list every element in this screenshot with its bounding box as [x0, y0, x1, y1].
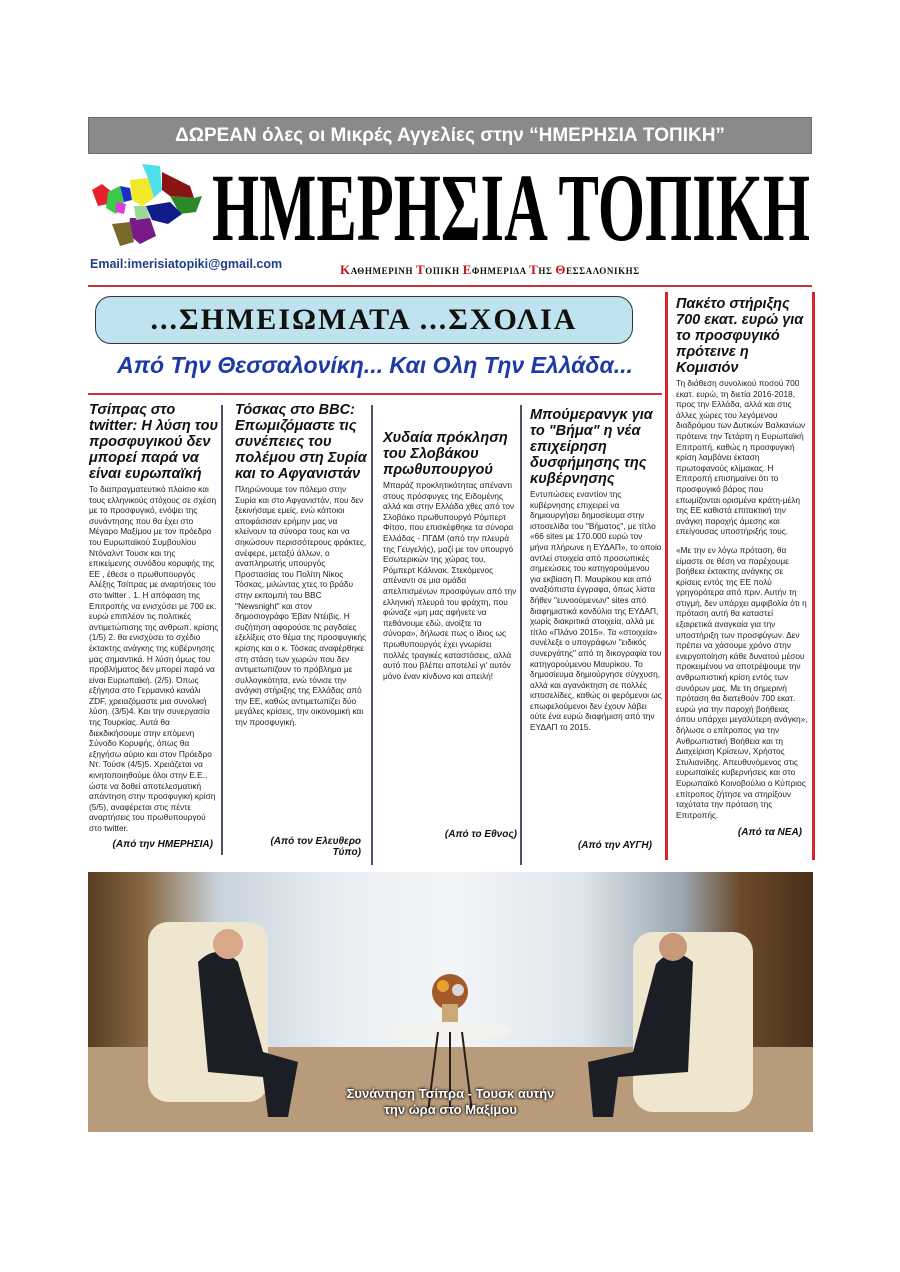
subtitle-divider	[88, 393, 662, 395]
article-title: Πακέτο στήριξης 700 εκατ. ευρώ για το προσφυγικό πρότεινε η Κομισιόν	[676, 296, 804, 376]
right-border-red	[812, 292, 815, 860]
tagline-initial: Τ	[415, 262, 426, 277]
section-subtitle: Από Την Θεσσαλονίκη... Και Ολη Την Ελλάδα...	[117, 352, 633, 378]
tagline-word: ΗΣ	[538, 266, 556, 276]
article-title: Μπούμερανγκ για το "Βήμα" η νέα επιχείρηση δυσφήμησης της κυβέρνησης	[530, 407, 653, 487]
column-divider	[371, 405, 373, 865]
caption-line: την ώρα στο Μαξίμου	[384, 1102, 517, 1117]
article-body: Το διαπραγματευτικό πλαίσιο και τους ελληνικούς στόχους σε σχέση με το προσφυγικό, ενόψει της συνάντησης που θα έχει στο Μέγαρο Μαξίμου με τον πρόεδρο του Ευρωπαϊκού Συμβουλίου Ντόναλντ Τουσκ και της επικείμενης συνόδου κορυφής της ΕΕ , έθεσε ο πρωθυπουργός Αλέξης Τσίπρας με αναρτήσεις του στο twitter . 1. Η απόφαση της Επιτροπής να ενισχύσει με 700 εκ. ευρώ επιπλέον τις πολιτικές αντιμετώπισης της ανθρωπ. κρίσης (1/5) 2. θα ενισχύσει το σχέδιο έκτακτης ανάγκης της κυβέρνησης μας σημαντικά. Η λύση όμως του προβλήματος δεν μπορεί παρά να είναι Ευρωπαϊκή. (2/5). Όπως εξήγησα στο Γερμανικό κανάλι ZDF, χρειαζόμαστε μια συνολική λύση. (3/5)4. Και την συνεργασία της Τουρκίας. Αυτά θα διεκδικήσουμε στην επόμενη Σύνοδο Κορυφής, όπως θα εξηγήσω αύριο και στον Πρόεδρο Ντ. Τούσκ (4/5)5. Χρειάζεται να κινητοποιηθούμε όλοι στην Ε.Ε., ώστε να δοθεί αποτελεσματική απάντηση στην προσφυγική κρίση (5/5), αναφέρεται στις πέντε αναρτήσεις του πρωθυπουργού στο twitter.	[89, 484, 219, 833]
article-title: Τσίπρας στο twitter: Η λύση του προσφυγικού δεν μπορεί παρά να είναι ευρωπαϊκή	[89, 402, 219, 482]
column-divider-red	[665, 292, 668, 860]
header-divider	[88, 285, 812, 287]
masthead-title: ΗΜΕΡΗΣΙΑ ΤΟΠΙΚΗ	[212, 154, 810, 252]
column-divider	[221, 405, 223, 855]
article-body: Εντυπώσεις εναντίον της κυβέρνησης επιχειρεί να δημιουργήσει δημοσίευμα στην ιστοσελίδα του "Βήματος", με τίτλο «66 sites με 170.000 ευρώ τον μήνα πλήρωνε η ΕΥΔΑΠ», το οποίο αντλεί στοιχεία από προσωπικές σημειώσεις του κατηγορούμενου για εκβίαση Π. Μαυρίκου και από αναξιόπιστα έγγραφα, όπως λίστα δήθεν "ευνοούμενων" sites από διαφημιστικά κονδύλια της ΕΥΔΑΠ, χωρίς διακριτικά στοιχεία, αλλά με τίτλο «Πλάνο 2015». Τα «στοιχεία» συνέλεξε ο υπογράφων "ειδικός συνεργάτης" από τη δικογραφία του κατηγορούμενου Μαυρίκου. Το δημοσίευμα δημιούργησε σύγχυση, αλλά και αγανάκτηση σε πολλές ιστοσελίδες, καθώς οι φερόμενοι ως επωφελούμενοι δεν έχουν λάβει ούτε ένα ευρώ διαφήμιση από την ΕΥΔΑΠ το 2015.	[530, 489, 662, 733]
article-body-continued: «Με την εν λόγω πρόταση, θα είμαστε σε θέση να παρέχουμε βοήθεια έκτακτης ανάγκης σε κρίσεις εντός της ΕΕ πολύ γρηγορότερα από πριν. Αυτήν τη στιγμή, δεν υπάρχει αμφιβολία ότι η πρόταση αυτή θα καταστεί εξαιρετικά αναγκαία για την υποστήριξη των προσφύγων. Δεν πρέπει να χάσουμε χρόνο στην ενεργοποίηση κάθε δυνατού μέσου προκειμένου να αποτρέψουμε την ανθρωπιστική κρίση εντός των συνόρων μας. Με τη σημερινή πρόταση θα διατεθούν 700 εκατ. ευρώ για την παροχή βοήθειας όπου υπάρχει μεγαλύτερη ανάγκη», δήλωσε ο επίτροπος για την Ανθρωπιστική Βοήθεια και τη Διαχείριση Κρίσεων, Χρήστος Στυλιανίδης. Απευθυνόμενος στις ευρωπαϊκές κυβερνήσεις και στο Ευρωπαϊκό Κοινοβούλιο ο Κύπριος επίτροπος ζήτησε να στηρίξουν ταχύτατα την πρόταση της Επιτροπής.	[676, 544, 808, 820]
article-4	[530, 407, 662, 863]
contact-email[interactable]: Email:imerisiatopiki@gmail.com	[90, 257, 283, 271]
article-1	[89, 402, 219, 858]
article-source: (Από την ΑΥΓΗ)	[577, 840, 652, 851]
tagline	[340, 262, 640, 278]
tagline-word: ΕΣΣΑΛΟΝΙΚΗΣ	[566, 266, 640, 276]
tagline-word: ΟΠΙΚΗ	[425, 266, 463, 276]
article-title: Χυδαία πρόκληση του Σλοβάκου πρωθυπουργού	[383, 430, 508, 478]
news-photo-tsipras-tusk	[88, 872, 813, 1132]
column-divider	[520, 405, 522, 865]
tagline-initial: Θ	[555, 262, 567, 277]
tagline-initial: Τ	[529, 262, 539, 277]
article-2	[235, 402, 367, 858]
tagline-word: ΦΗΜΕΡΙΔΑ	[471, 266, 530, 276]
tagline-initial: Κ	[340, 262, 351, 277]
article-title: Τόσκας στο BBC: Επωμιζόμαστε τις συνέπειες του πολέμου στη Συρία και το Αφγανιστάν	[235, 402, 367, 482]
article-source: (Από τα ΝΕΑ)	[737, 827, 802, 838]
article-source: (Από το Εθνος)	[444, 829, 517, 840]
article-body: Τη διάθεση συνολικού ποσού 700 εκατ. ευρώ, τη διετία 2016-2018, προς την Ελλάδα, αλλά και στις άλλες χώρες του λεγόμενου διαδρόμου των Δυτικών Βαλκανίων πρότεινε την Τετάρτη η Ευρωπαϊκή Επιτροπή, καθώς η προσφυγική κρίση λαμβάνει έκταση πρωτοφανούς κλίμακας. Η Επιτροπή επισημαίνει ότι το προσφυγικό βάρος που επωμίζονται ορισμένα κράτη-μέλη της ΕΕ καθιστά επιτακτική την ανάγκη παροχής άμεσης και επείγουσας υποστήριξής τους.	[676, 378, 806, 537]
article-body: Πληρώνουμε τον πόλεμο στην Συρία και στο Αφγανιστάν, που δεν ξεκινήσαμε εμείς, ενώ κάποιοι αποφάσισαν ερήμην μας να κλείνουν τα σύνορα τους και να σηκώσουν περισσότερους φράκτες, ανέφερε, μεταξύ άλλων, ο αναπληρωτής υπουργός Προστασίας του Πολίτη Νίκος Τόσκας, μιλώντας χτες το βράδυ στην εκπομπή του BBC "Newsnight" και στον δημοσιογράφο Έβαν Ντέιβις. Η συζήτηση αφορούσε τις ραγδαίες εξελίξεις στο θέμα της προσφυγικής κρίσης και ο κ. Τόσκας αναφέρθηκε στη στάση των χωρών που δεν αντιμετωπίζουν το πρόβλημα με συλλογικότητα, ενώ τόνισε την ανάγκη στήριξης της Ελλάδας από την ΕΕ, καθώς αντιμετωπίζει δύο μεγάλες κρίσεις, την οικονομική και την προσφυγική.	[235, 484, 367, 728]
newspaper-masthead	[212, 152, 810, 252]
article-source: (Από την ΗΜΕΡΗΣΙΑ)	[112, 839, 213, 850]
article-3	[383, 430, 517, 848]
article-source: (Από τον Ελευθερο Τύπο)	[270, 836, 361, 858]
thessaloniki-map-logo-icon	[90, 162, 210, 248]
article-body: Μπαράζ προκλητικότητας απέναντι στους πρόσφυγες της Ειδομένης αλλά και στην Ελλάδα χθες από τον Σλοβάκο πρωθυπουργό Ρόμπερτ Φίτσο, που επισκέφθηκε τα σύνορα Ελλάδας - ΠΓΔΜ (από την πλευρά της Γευγελής), μαζί με τον υπουργό Εσωτερικών της χώρας του, Ρόμπερτ Κάλινακ. Στεκόμενος απέναντι σε μια ομάδα απελπισμένων προσφύγων από την ελληνική πλευρά του φράχτη, που φώναζε «μη μας αφήνετε να πεθάνουμε εδώ, ανοίξτε τα σύνορα», δήλωσε πως ο ίδιος ως πρωθυπουργός έχει γνωρίσει πολλές τραγικές καταστάσεις, αλλά αυτό που βλέπει αποτελεί γι' αυτόν μόνο έναν κίνδυνο και απειλή!	[383, 480, 517, 681]
section-title-box: ...ΣΗΜΕΙΩΜΑΤΑ ...ΣΧΟΛΙΑ	[95, 296, 633, 344]
caption-line: Συνάντηση Τσίπρα - Τουσκ αυτήν	[346, 1086, 555, 1101]
tagline-initial: Ε	[462, 262, 472, 277]
photo-caption	[88, 1086, 813, 1118]
free-classifieds-banner: ΔΩΡΕΑΝ όλες οι Μικρές Αγγελίες στην “ΗΜΕΡΗΣΙΑ ΤΟΠΙΚΗ”	[88, 117, 812, 154]
article-5	[676, 296, 808, 846]
tagline-word: ΑΘΗΜΕΡΙΝΗ	[350, 266, 416, 276]
